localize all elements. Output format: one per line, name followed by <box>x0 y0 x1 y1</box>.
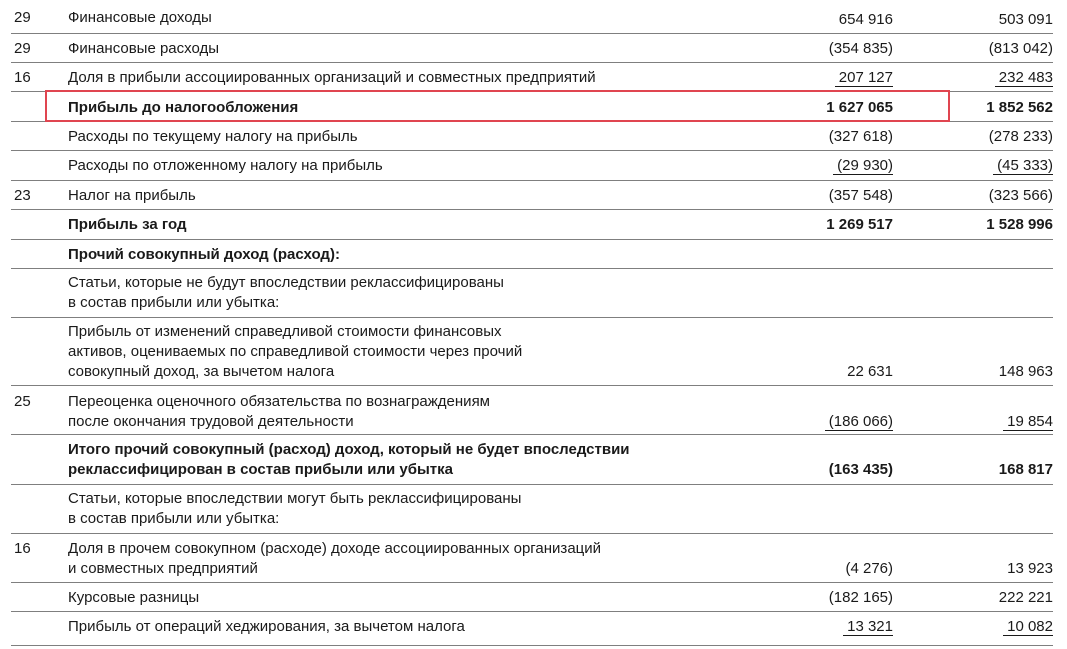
note-number: 16 <box>14 69 31 86</box>
table-row <box>0 534 1067 583</box>
table-row <box>0 612 1067 646</box>
value-prior-year: 148 963 <box>998 363 1053 380</box>
section-heading: Прочий совокупный доход (расход): <box>68 246 340 263</box>
value-prior-year: 1 852 562 <box>986 99 1053 116</box>
value-current-year: (357 548) <box>828 187 893 204</box>
value-prior-year: 19 854 <box>1003 413 1053 431</box>
subsection-heading: Статьи, которые впоследствии могут быть реклассифицированы в состав прибыли или убытка: <box>68 490 522 527</box>
value-current-year: (182 165) <box>828 589 893 606</box>
value-prior-year: 232 483 <box>995 69 1053 87</box>
table-row <box>0 151 1067 181</box>
value-current-year: (29 930) <box>833 157 893 175</box>
table-row <box>0 240 1067 269</box>
value-prior-year: 10 082 <box>1003 618 1053 636</box>
value-prior-year: 13 923 <box>1007 560 1053 577</box>
note-number: 25 <box>14 393 31 410</box>
value-prior-year: (278 233) <box>988 128 1053 145</box>
note-number: 16 <box>14 540 31 557</box>
row-label: Доля в прочем совокупном (расходе) доходе ассоциированных организаций и совместных предприятий <box>68 540 602 577</box>
value-prior-year: 222 221 <box>998 589 1053 606</box>
value-prior-year: 503 091 <box>998 11 1053 28</box>
value-prior-year: 1 528 996 <box>986 216 1053 233</box>
value-current-year: 207 127 <box>835 69 893 87</box>
table-row <box>0 318 1067 386</box>
table-row <box>0 92 1067 122</box>
table-row <box>0 386 1067 435</box>
table-row <box>0 181 1067 210</box>
row-label: Расходы по текущему налогу на прибыль <box>68 128 358 145</box>
value-current-year: 22 631 <box>847 363 893 380</box>
row-label: Переоценка оценочного обязательства по вознаграждениям после окончания трудовой деятельности <box>68 393 490 430</box>
table-row <box>0 34 1067 63</box>
table-row <box>0 210 1067 240</box>
value-current-year: 13 321 <box>843 618 893 636</box>
row-label: Налог на прибыль <box>68 187 196 204</box>
value-prior-year: (813 042) <box>988 40 1053 57</box>
row-label: Прибыль от изменений справедливой стоимости финансовых активов, оцениваемых по справедливой стоимости через прочий совокупный доход, за вычетом налога <box>68 323 523 380</box>
value-current-year: (4 276) <box>845 560 893 577</box>
value-current-year: (354 835) <box>828 40 893 57</box>
value-current-year: (327 618) <box>828 128 893 145</box>
row-label: Финансовые доходы <box>68 9 212 26</box>
table-row <box>0 583 1067 612</box>
table-row <box>0 485 1067 534</box>
value-prior-year: (323 566) <box>988 187 1053 204</box>
table-row <box>0 269 1067 318</box>
table-row <box>0 63 1067 92</box>
value-prior-year: (45 333) <box>993 157 1053 175</box>
row-label: Расходы по отложенному налогу на прибыль <box>68 157 383 174</box>
value-current-year: 1 627 065 <box>826 99 893 116</box>
value-prior-year: 168 817 <box>998 461 1053 478</box>
value-current-year: (186 066) <box>825 413 893 431</box>
subsection-heading: Статьи, которые не будут впоследствии реклассифицированы в состав прибыли или убытка: <box>68 274 504 311</box>
value-current-year: 654 916 <box>838 11 893 28</box>
row-label: Прибыль до налогообложения <box>68 99 299 116</box>
value-current-year: (163 435) <box>828 461 893 478</box>
row-label: Прибыль за год <box>68 216 187 233</box>
row-label: Финансовые расходы <box>68 40 220 57</box>
note-number: 23 <box>14 187 31 204</box>
row-divider <box>11 645 1053 646</box>
row-label: Итого прочий совокупный (расход) доход, который не будет впоследствии реклассифицирован в состав прибыли или убытка <box>68 441 630 478</box>
table-row <box>0 122 1067 151</box>
table-row <box>0 6 1067 34</box>
row-label: Доля в прибыли ассоциированных организаций и совместных предприятий <box>68 69 596 86</box>
table-row <box>0 435 1067 485</box>
row-label: Курсовые разницы <box>68 589 200 606</box>
value-current-year: 1 269 517 <box>826 216 893 233</box>
note-number: 29 <box>14 40 31 57</box>
note-number: 29 <box>14 9 31 26</box>
row-label: Прибыль от операций хеджирования, за вычетом налога <box>68 618 465 635</box>
